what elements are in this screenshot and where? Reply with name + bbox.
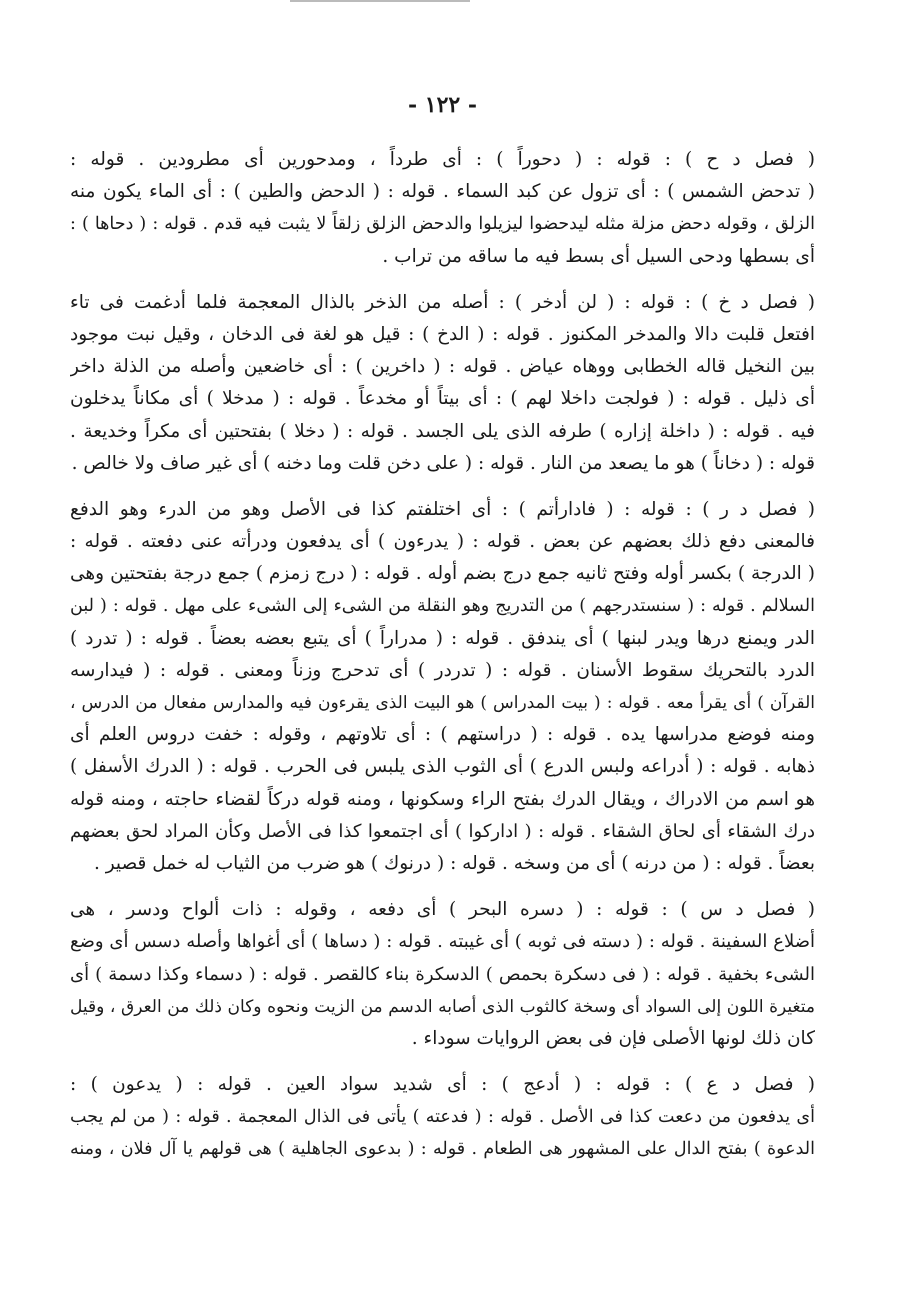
section-paragraph (70, 287, 815, 480)
document-page (70, 92, 815, 1180)
text-line: هو اسم من الادراك ، ويقال الدرك بفتح الراء وسكونها ، ومنه قوله دركاً لقضاء حاجته ، ومنه قوله (70, 788, 815, 810)
text-line: ( فصل د خ ) : قوله : ( لن أدخر ) : أصله من الذخر بالذال المعجمة فلما أدغمت فى تاء (70, 291, 815, 313)
text-line: السلالم . قوله : ( سنستدرجهم ) من التدريج وهو النقلة من الشىء إلى الشىء على مهل . قوله : ( لبن (70, 596, 815, 617)
text-line: ( الدرجة ) بكسر أوله وفتح ثانيه جمع درج بضم أوله . قوله : ( درج زمزم ) جمع درجة بفتحتين وهى (70, 563, 815, 585)
text-line: الدعوة ) بفتح الدال على المشهور هى الطعام . قوله : ( بدعوى الجاهلية ) هى قولهم يا آل فلان ، ومنه (70, 1139, 815, 1160)
text-line: القرآن ) أى يقرأ معه . قوله : ( بيت المدراس ) هو البيت الذى يقرءون فيه والمدارس مفعال من الدرس ، (70, 693, 815, 713)
section-paragraph (70, 894, 815, 1055)
sections-container (70, 144, 815, 1166)
text-line: ومنه فوضع مدراسها يده . قوله : ( دراستهم ) : أى تلاوتهم ، وقوله : خفت دروس العلم أى (70, 724, 815, 746)
text-line: أى ذليل . قوله : ( فولجت داخلا لهم ) : أى بيتاً أو مخدعاً . قوله : ( مدخلا ) أى مكاناً يدخلون (70, 388, 815, 410)
text-line: ( فصل د س ) : قوله : ( دسره البحر ) أى دفعه ، وقوله : ذات ألواح ودسر ، هى (70, 899, 815, 921)
text-line: افتعل قلبت دالا والمدخر المكنوز . قوله : ( الدخ ) : قيل هو لغة فى الدخان ، وقيل نبت موجود (70, 323, 815, 345)
text-line: أى بسطها ودحى السيل أى بسط فيه ما ساقه من تراب . (382, 245, 815, 267)
text-line: ( تدحض الشمس ) : أى تزول عن كبد السماء . قوله : ( الدحض والطين ) : أى الماء يكون منه (70, 181, 815, 203)
page-top-rule (290, 0, 470, 2)
text-line: بين النخيل قاله الخطابى ووهاه عياض . قوله : ( داخرين ) : أى خاضعين وأصله من الذلة داخر (70, 356, 815, 378)
text-line: كان ذلك لونها الأصلى فإن فى بعض الروايات سوداء . (411, 1027, 815, 1049)
text-line: ذهابه . قوله : ( أدراعه ولبس الدرع ) أى الثوب الذى يلبس فى الحرب . قوله : ( الدرك الأسفل ) (70, 756, 815, 778)
text-line: فالمعنى دفع ذلك بعضهم عن بعض . قوله : ( يدرءون ) أى يدفعون ودرأته عنى دفعته . قوله : (70, 531, 815, 553)
section-paragraph (70, 494, 815, 880)
text-line: الشىء بخفية . قوله : ( فى دسكرة بحمص ) الدسكرة بناء كالقصر . قوله : ( دسماء وكذا دسمة ) أى (70, 963, 815, 985)
text-line: ( فصل د ع ) : قوله : ( أدعج ) : أى شديد سواد العين . قوله : ( يدعون ) : (70, 1074, 815, 1096)
text-line: ( فصل د ح ) : قوله : ( دحوراً ) : أى طرداً ، ومدحورين أى مطرودين . قوله : (70, 149, 815, 170)
text-line: أضلاع السفينة . قوله : ( دسته فى ثوبه ) أى غيبته . قوله : ( دساها ) أى أغواها وأصله دسس أى وضع (70, 931, 815, 953)
text-line: درك الشقاء أى لحاق الشقاء . قوله : ( اداركوا ) أى اجتمعوا كذا فى الأصل وكأن المراد لحق بعضهم (70, 820, 815, 842)
text-line: الدر ويمنع درها ويدر لبنها ) أى يندفق . قوله : ( مدراراً ) أى يتبع بعضه بعضاً . قوله : ( تدرد ) (70, 627, 815, 649)
section-paragraph (70, 1069, 815, 1166)
text-line: قوله : ( دخاناً ) هو ما يصعد من النار . قوله : ( على دخن قلت وما دخنه ) أى غير صاف ولا خالص . (71, 452, 815, 474)
text-line: الدرد بالتحريك سقوط الأسنان . قوله : ( تدردر ) أى تدحرج وزناً ومعنى . قوله : ( فيدارسه (70, 659, 815, 681)
text-line: الزلق ، وقوله دحض مزلة مثله ليدحضوا ليزيلوا والدحض الزلق زلقاً لا يثبت فيه قدم . قوله : ( دحاها ) : (70, 214, 815, 235)
section-paragraph (70, 144, 815, 273)
text-line: ( فصل د ر ) : قوله : ( فادارأتم ) : أى اختلفتم كذا فى الأصل وهو من الدرء وهو الدفع (70, 498, 815, 520)
text-line: متغيرة اللون إلى السواد أى وسخة كالثوب الذى أصابه الدسم من الزيت ونحوه وكان ذلك من العرق ، وقيل (70, 996, 815, 1017)
text-line: أى يدفعون من دععت كذا فى الأصل . قوله : ( فدعته ) يأتى فى الذال المعجمة . قوله : ( من لم يجب (70, 1107, 815, 1128)
page-number: - ١٢٢ - (407, 92, 478, 118)
text-line: فيه . قوله : ( داخلة إزاره ) طرفه الذى يلى الجسد . قوله : ( دخلا ) بفتحتين أى مكراً وخديعة . (70, 420, 815, 442)
text-line: بعضاً . قوله : ( من درنه ) أى من وسخه . قوله : ( درنوك ) هو ضرب من الثياب له خمل قصير . (93, 852, 815, 874)
